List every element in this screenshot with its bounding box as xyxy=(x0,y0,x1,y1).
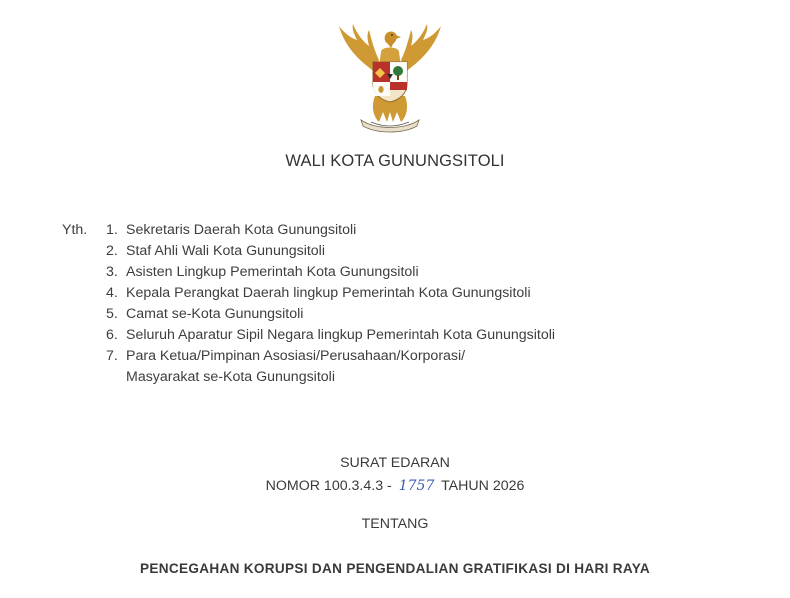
list-item-number: 7. xyxy=(106,348,118,364)
document-title: WALI KOTA GUNUNGSITOLI xyxy=(285,152,505,170)
circular-subject: PENCEGAHAN KORUPSI DAN PENGENDALIAN GRATIFIKASI DI HARI RAYA xyxy=(140,561,650,576)
recipient-prefix: Yth. xyxy=(62,222,88,238)
list-item-text: Seluruh Aparatur Sipil Negara lingkup Pemerintah Kota Gunungsitoli xyxy=(126,327,556,343)
list-item-number xyxy=(106,367,126,388)
list-item-text: Masyarakat se-Kota Gunungsitoli xyxy=(126,369,335,385)
list-item xyxy=(62,283,555,304)
circular-label: SURAT EDARAN xyxy=(340,455,450,471)
list-item-number: 2. xyxy=(106,243,118,259)
circular-number-prefix: NOMOR 100.3.4.3 - xyxy=(265,478,392,494)
list-item xyxy=(62,304,555,325)
list-item-text: Staf Ahli Wali Kota Gunungsitoli xyxy=(126,243,325,259)
list-item-text: Camat se-Kota Gunungsitoli xyxy=(126,306,304,322)
list-item-text: Kepala Perangkat Daerah lingkup Pemerintah Kota Gunungsitoli xyxy=(126,285,531,301)
list-item xyxy=(62,241,555,262)
list-item-text: Sekretaris Daerah Kota Gunungsitoli xyxy=(126,222,357,238)
list-item-number: 1. xyxy=(106,222,118,238)
about-label: TENTANG xyxy=(361,516,429,532)
circular-number xyxy=(0,478,790,494)
list-item xyxy=(62,262,555,283)
list-item xyxy=(62,220,555,241)
list-item-number: 5. xyxy=(106,306,118,322)
circular-number-suffix: TAHUN 2026 xyxy=(441,478,525,494)
circular-number-handwritten: 1757 xyxy=(398,478,435,494)
list-item-number: 4. xyxy=(106,285,118,301)
garuda-pancasila-emblem-icon xyxy=(331,22,449,136)
list-item-number: 6. xyxy=(106,327,118,343)
list-item-text: Asisten Lingkup Pemerintah Kota Gunungsitoli xyxy=(126,264,419,280)
list-item xyxy=(62,325,555,346)
list-item xyxy=(62,367,555,388)
list-item-number: 3. xyxy=(106,264,118,280)
recipient-list xyxy=(62,220,555,388)
list-item-text: Para Ketua/Pimpinan Asosiasi/Perusahaan/Korporasi/ xyxy=(126,348,466,364)
list-item xyxy=(62,346,555,367)
